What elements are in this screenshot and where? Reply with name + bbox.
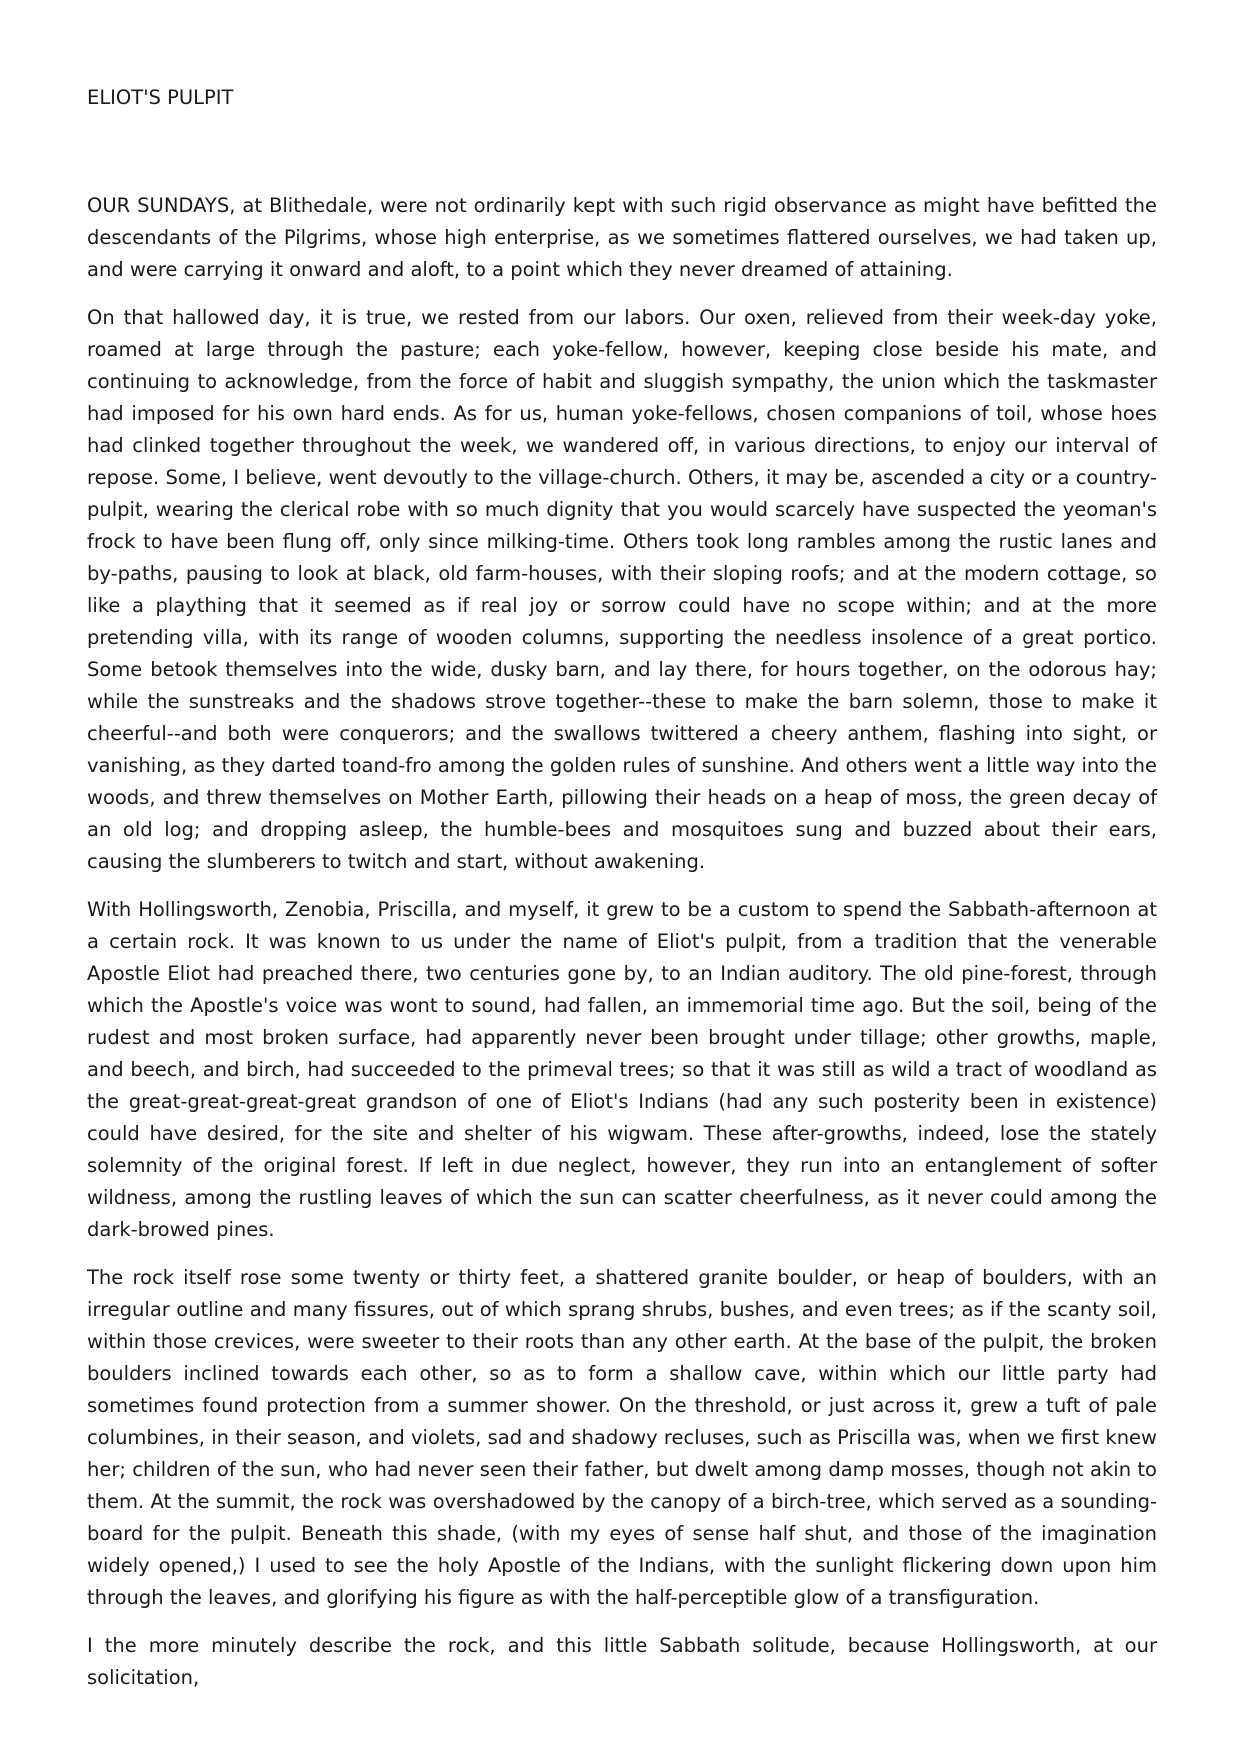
body-text xyxy=(87,190,1157,1710)
paragraph: On that hallowed day, it is true, we rested from our labors. Our oxen, relieved from their week-day yoke, roamed at large through the pasture; each yoke-fellow, however, keeping close beside his mate, and continuing to acknowledge, from the force of habit and sluggish sympathy, the union which the taskmaster had imposed for his own hard ends. As for us, human yoke-fellows, chosen companions of toil, whose hoes had clinked together throughout the week, we wandered off, in various directions, to enjoy our interval of repose. Some, I believe, went devoutly to the village-church. Others, it may be, ascended a city or a country-pulpit, wearing the clerical robe with so much dignity that you would scarcely have suspected the yeoman's frock to have been flung off, only since milking-time. Others took long rambles among the rustic lanes and by-paths, pausing to look at black, old farm-houses, with their sloping roofs; and at the modern cottage, so like a plaything that it seemed as if real joy or sorrow could have no scope within; and at the more pretending villa, with its range of wooden columns, supporting the needless insolence of a great portico. Some betook themselves into the wide, dusky barn, and lay there, for hours together, on the odorous hay; while the sunstreaks and the shadows strove together--these to make the barn solemn, those to make it cheerful--and both were conquerors; and the swallows twittered a cheery anthem, flashing into sight, or vanishing, as they darted toand-fro among the golden rules of sunshine. And others went a little way into the woods, and threw themselves on Mother Earth, pillowing their heads on a heap of moss, the green decay of an old log; and dropping asleep, the humble-bees and mosquitoes sung and buzzed about their ears, causing the slumberers to twitch and start, without awakening. xyxy=(87,306,1158,873)
paragraph: I the more minutely describe the rock, and this little Sabbath solitude, because Hollingsworth, at our solicitation, xyxy=(87,1634,1157,1689)
paragraph: With Hollingsworth, Zenobia, Priscilla, and myself, it grew to be a custom to spend the Sabbath-afternoon at a certain rock. It was known to us under the name of Eliot's pulpit, from a tradition that the venerable Apostle Eliot had preached there, two centuries gone by, to an Indian auditory. The old pine-forest, through which the Apostle's voice was wont to sound, had fallen, an immemorial time ago. But the soil, being of the rudest and most broken surface, had apparently never been brought under tillage; other growths, maple, and beech, and birch, had succeeded to the primeval trees; so that it was still as wild a tract of woodland as the great-great-great-great grandson of one of Eliot's Indians (had any such posterity been in existence) could have desired, for the site and shelter of his wigwam. These after-growths, indeed, lose the stately solemnity of the original forest. If left in due neglect, however, they run into an entanglement of softer wildness, among the rustling leaves of which the sun can scatter cheerfulness, as it never could among the dark-browed pines. xyxy=(87,898,1157,1241)
page-title: ELIOT'S PULPIT xyxy=(87,86,234,109)
paragraph: The rock itself rose some twenty or thirty feet, a shattered granite boulder, or heap of boulders, with an irregular outline and many fissures, out of which sprang shrubs, bushes, and even trees; as if the scanty soil, within those crevices, were sweeter to their roots than any other earth. At the base of the pulpit, the broken boulders inclined towards each other, so as to form a shallow cave, within which our little party had sometimes found protection from a summer shower. On the threshold, or just across it, grew a tuft of pale columbines, in their season, and violets, sad and shadowy recluses, such as Priscilla was, when we first knew her; children of the sun, who had never seen their father, but dwelt among damp mosses, though not akin to them. At the summit, the rock was overshadowed by the canopy of a birch-tree, which served as a sounding-board for the pulpit. Beneath this shade, (with my eyes of sense half shut, and those of the imagination widely opened,) I used to see the holy Apostle of the Indians, with the sunlight flickering down upon him through the leaves, and glorifying his figure as with the half-perceptible glow of a transfiguration. xyxy=(87,1266,1157,1609)
paragraph: OUR SUNDAYS, at Blithedale, were not ordinarily kept with such rigid observance as might have befitted the descendants of the Pilgrims, whose high enterprise, as we sometimes flattered ourselves, we had taken up, and were carrying it onward and aloft, to a point which they never dreamed of attaining. xyxy=(87,194,1157,281)
